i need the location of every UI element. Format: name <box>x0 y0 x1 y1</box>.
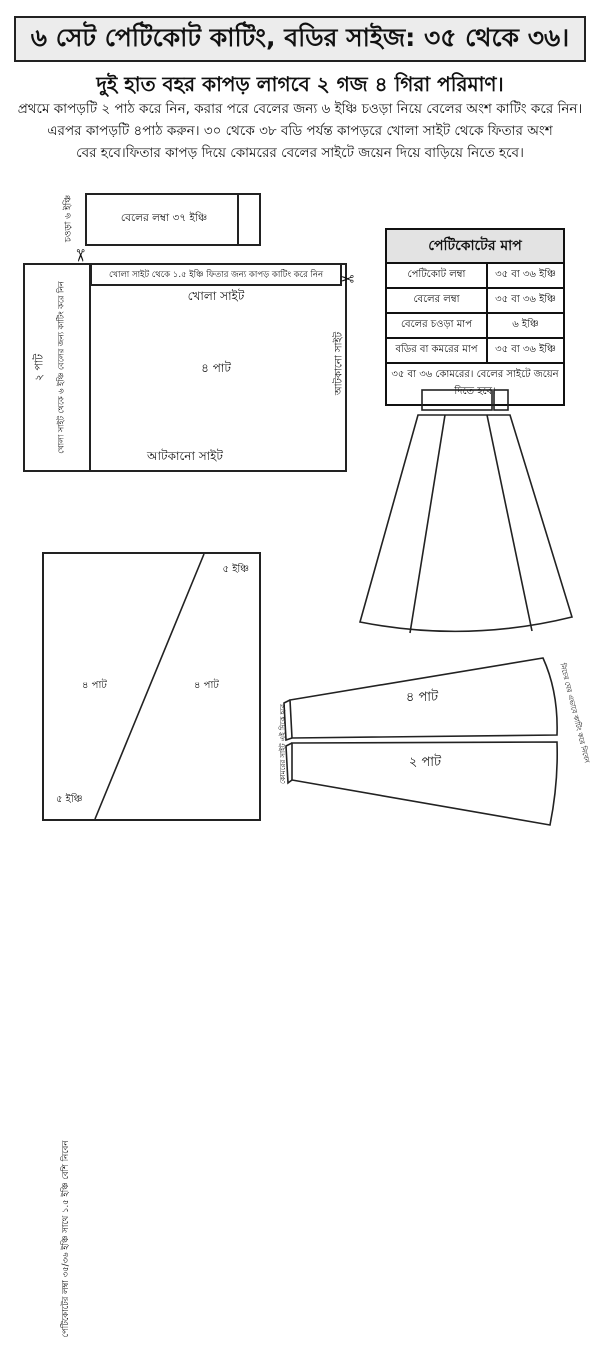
row-value: ৩৫ বা ৩৬ ইঞ্চি <box>487 288 564 313</box>
row-value: ৩৫ বা ৩৬ ইঞ্চি <box>487 263 564 288</box>
ribbon-cut-label: খোলা সাইট থেকে ১.৫ ইঞ্চি ফিতার জন্য কাপড় কাটিং করে নিন <box>108 269 324 280</box>
waistband-shape <box>422 390 492 410</box>
instruction-line-1: প্রথমে কাপড়টি ২ পাঠ করে নিন, করার পরে বেলের জন্য ৬ ইঞ্চি চওড়া নিয়ে বেলের অংশ কাটিং করে নিন। <box>17 101 583 117</box>
scissors-icon: ✂ <box>69 248 90 263</box>
belt-cut-instruction-label: খোলা সাইট থেকে ৬ ইঞ্চি বেলের জন্য কাটিং করে নিন <box>56 281 66 454</box>
main-fabric-rect <box>23 263 347 472</box>
open-side-label: খোলা সাইট <box>187 289 245 303</box>
skirt-body-shape <box>360 415 572 631</box>
row-label: বেলের লম্বা <box>386 288 487 313</box>
skirt-seam-right <box>487 415 532 631</box>
gore-waist-side-note: কোমরের সাইট এই দিকে হবে <box>279 704 287 784</box>
row-label: বডির বা কমরের মাপ <box>386 338 487 363</box>
row-value: ৩৫ বা ৩৬ ইঞ্চি <box>487 338 564 363</box>
attached-side-right-label: আটকানো সাইট <box>333 331 345 396</box>
five-inch-label-bottom: ৫ ইঞ্চি <box>56 794 83 805</box>
gore-hem-cut-note: নিচের ঘের এভাবে কাটিং করে নিবেন <box>558 662 591 764</box>
belt-piece-rect <box>85 193 261 246</box>
table-row <box>386 288 564 313</box>
waistband-tab-shape <box>494 390 508 410</box>
gore-two-fold-label: ২ পাট <box>408 755 442 770</box>
row-label: বেলের চওড়া মাপ <box>386 313 487 338</box>
row-value: ৬ ইঞ্চি <box>487 313 564 338</box>
four-fold-label: ৪ পাট <box>201 361 231 375</box>
five-inch-label-top: ৫ ইঞ্চি <box>222 564 249 575</box>
row-label: পেটিকোট লম্বা <box>386 263 487 288</box>
table-row <box>386 313 564 338</box>
instruction-line-2: এরপর কাপড়টি ৪পাঠ করুন। ৩০ থেকে ৩৮ বডি পর্যন্ত কাপড়রে খোলা সাইট থেকে ফিতার অংশ <box>47 123 553 139</box>
diagonal-cut-line <box>44 554 259 819</box>
measurement-table <box>385 228 565 406</box>
subtitle: দুই হাত বহর কাপড় লাগবে ২ গজ ৪ গিরা পরিমাণ। <box>96 72 504 96</box>
two-fold-label: ২ পাট <box>32 353 46 382</box>
four-fold-label-left: ৪ পাট <box>82 680 107 691</box>
skirt-seam-left <box>410 415 445 633</box>
attached-side-label: আটকানো সাইট <box>147 449 223 463</box>
diagonal-cut-rect <box>42 552 261 1338</box>
length-allowance-note: পেটিকোটের লম্বা ৩৫/৩৬ ইঞ্চি সাথে ১.৫ ইঞ্চি বেশি নিবেন <box>61 1140 71 1338</box>
table-title: পেটিকোটের মাপ <box>386 229 564 263</box>
belt-length-label: বেলের লম্বা ৩৭ ইঞ্চি <box>120 212 208 224</box>
belt-width-label: চওড়া ৬ ইঞ্চি <box>63 194 74 243</box>
gore-panels-group <box>272 648 604 848</box>
petticoat-skirt-diagram <box>350 385 600 655</box>
four-fold-label-right: ৪ পাট <box>194 680 219 691</box>
table-row <box>386 338 564 363</box>
instruction-line-3: বের হবে।ফিতার কাপড় দিয়ে কোমরের বেলের সাইটে জয়েন দিয়ে বাড়িয়ে নিতে হবে। <box>76 145 524 161</box>
scissors-icon: ✂ <box>340 270 355 290</box>
gore-panels-diagram <box>272 648 604 848</box>
belt-end-divider <box>237 195 239 244</box>
title-box <box>14 16 586 62</box>
table-row <box>386 263 564 288</box>
table-footer-note: ৩৫ বা ৩৬ কোমরের। বেলের সাইটে জয়েন দিতে হবে। <box>386 363 564 405</box>
gore-four-fold-label: ৪ পাট <box>405 690 439 705</box>
page-title: ৬ সেট পেটিকোট কাটিং, বডির সাইজ: ৩৫ থেকে ৩৬। <box>30 22 570 52</box>
ribbon-cut-strip <box>90 265 342 286</box>
